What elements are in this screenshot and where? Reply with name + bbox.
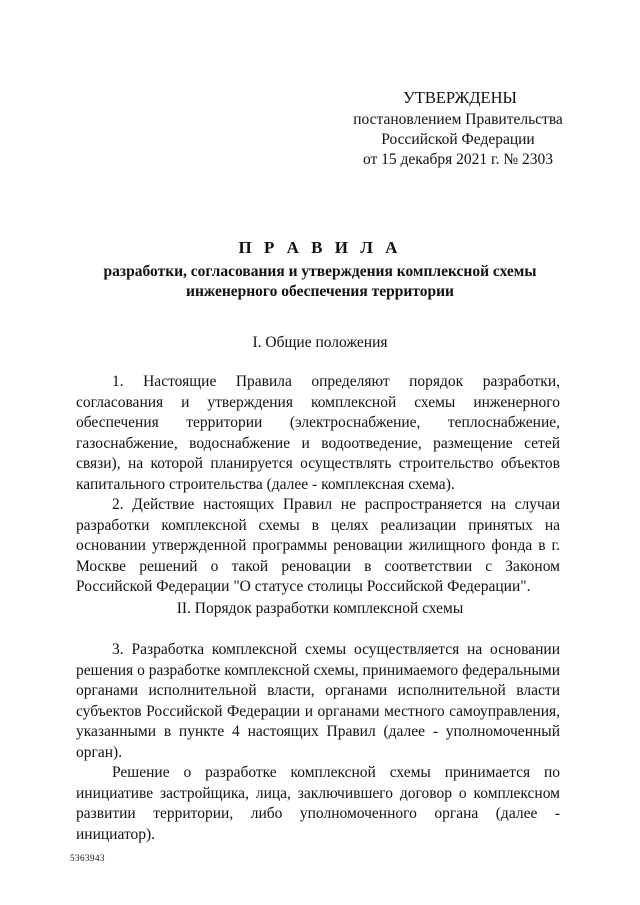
approval-heading: УТВЕРЖДЕНЫ — [403, 88, 517, 107]
approval-line-2: Российской Федерации — [381, 131, 535, 148]
document-code: 5363943 — [70, 853, 105, 863]
paragraph-2: 2. Действие настоящих Правил не распространяется на случаи разработки комплексной схемы в целях реализации принятых на основании утвержденной программы реновации жилищного фонда в г. Москве решений о такой реновации в соответствии с Законом Российской Федерации "О статусе столицы Российской Федерации". — [76, 496, 560, 595]
section-1-body — [76, 372, 560, 598]
paragraph-3: 3. Разработка комплексной схемы осуществляется на основании решения о разработке комплексной схемы, принимаемого федеральными органами исполнительной власти, органами исполнительной власти субъектов Российской Федерации и органами местного самоуправления, указанными в пункте 4 настоящих Правил (далее - уполномоченный орган). — [76, 641, 560, 761]
section-2-heading: II. Порядок разработки комплексной схемы — [176, 600, 464, 617]
approval-line-1: постановлением Правительства — [353, 111, 563, 128]
document-title: П Р А В И Л А — [238, 238, 402, 257]
section-1-heading: I. Общие положения — [252, 334, 388, 351]
section-2-body — [76, 640, 560, 845]
approval-line-3: от 15 декабря 2021 г. № 2303 — [362, 151, 554, 168]
document-subtitle: разработки, согласования и утверждения комплексной схемы инженерного обеспечения территории — [103, 263, 537, 300]
paragraph-4: Решение о разработке комплексной схемы принимается по инициативе застройщика, лица, заключившего договор о комплексном развитии территории, либо уполномоченного органа (далее - инициатор). — [76, 764, 560, 843]
paragraph-1: 1. Настоящие Правила определяют порядок разработки, согласования и утверждения комплексной схемы инженерного обеспечения территории (электроснабжение, теплоснабжение, газоснабжение, водоснабжение и водоотведение, размещение сетей связи), на которой планируется осуществлять строительство объектов капитального строительства (далее - комплексная схема). — [76, 373, 560, 493]
